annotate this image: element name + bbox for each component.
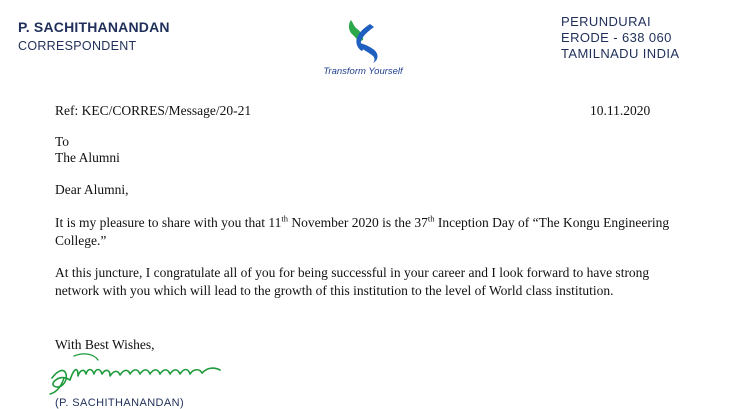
sender-name: P. SACHITHANANDAN [18,19,170,35]
address-line-3: TAMILNADU INDIA [561,46,680,61]
handwritten-signature-icon [44,348,244,396]
paragraph-1 [55,214,685,250]
letter-date: 10.11.2020 [590,103,651,118]
para1-text-2: November 2020 is the 37 [287,215,428,230]
para1-ordinal-1: th [281,213,288,224]
para1-text-1: It is my pleasure to share with you that 11 [55,215,282,230]
reference-number: Ref: KEC/CORRES/Message/20-21 [55,103,252,118]
address-line-2: ERODE - 638 060 [561,30,672,45]
college-logo [318,18,408,80]
logo-tagline: Transform Yourself [323,66,403,77]
recipient: The Alumni [55,150,120,165]
signature [44,348,244,396]
kec-k-logo-icon [346,18,380,64]
sender-role: CORRESPONDENT [18,39,137,53]
salutation: Dear Alumni, [55,182,129,197]
closing: With Best Wishes, [55,337,155,352]
para1-text-3: Inception Day of “The Kongu Engineering College.” [55,215,670,248]
to-label: To [55,134,70,149]
address-line-1: PERUNDURAI [561,14,651,29]
paragraph-2: At this juncture, I congratulate all of you for being successful in your career and I look forward to have strong network with you which will lead to the growth of this institution to the level of World class institution. [55,265,650,298]
para1-ordinal-2: th [427,213,435,224]
signatory-name: (P. SACHITHANANDAN) [55,397,185,409]
